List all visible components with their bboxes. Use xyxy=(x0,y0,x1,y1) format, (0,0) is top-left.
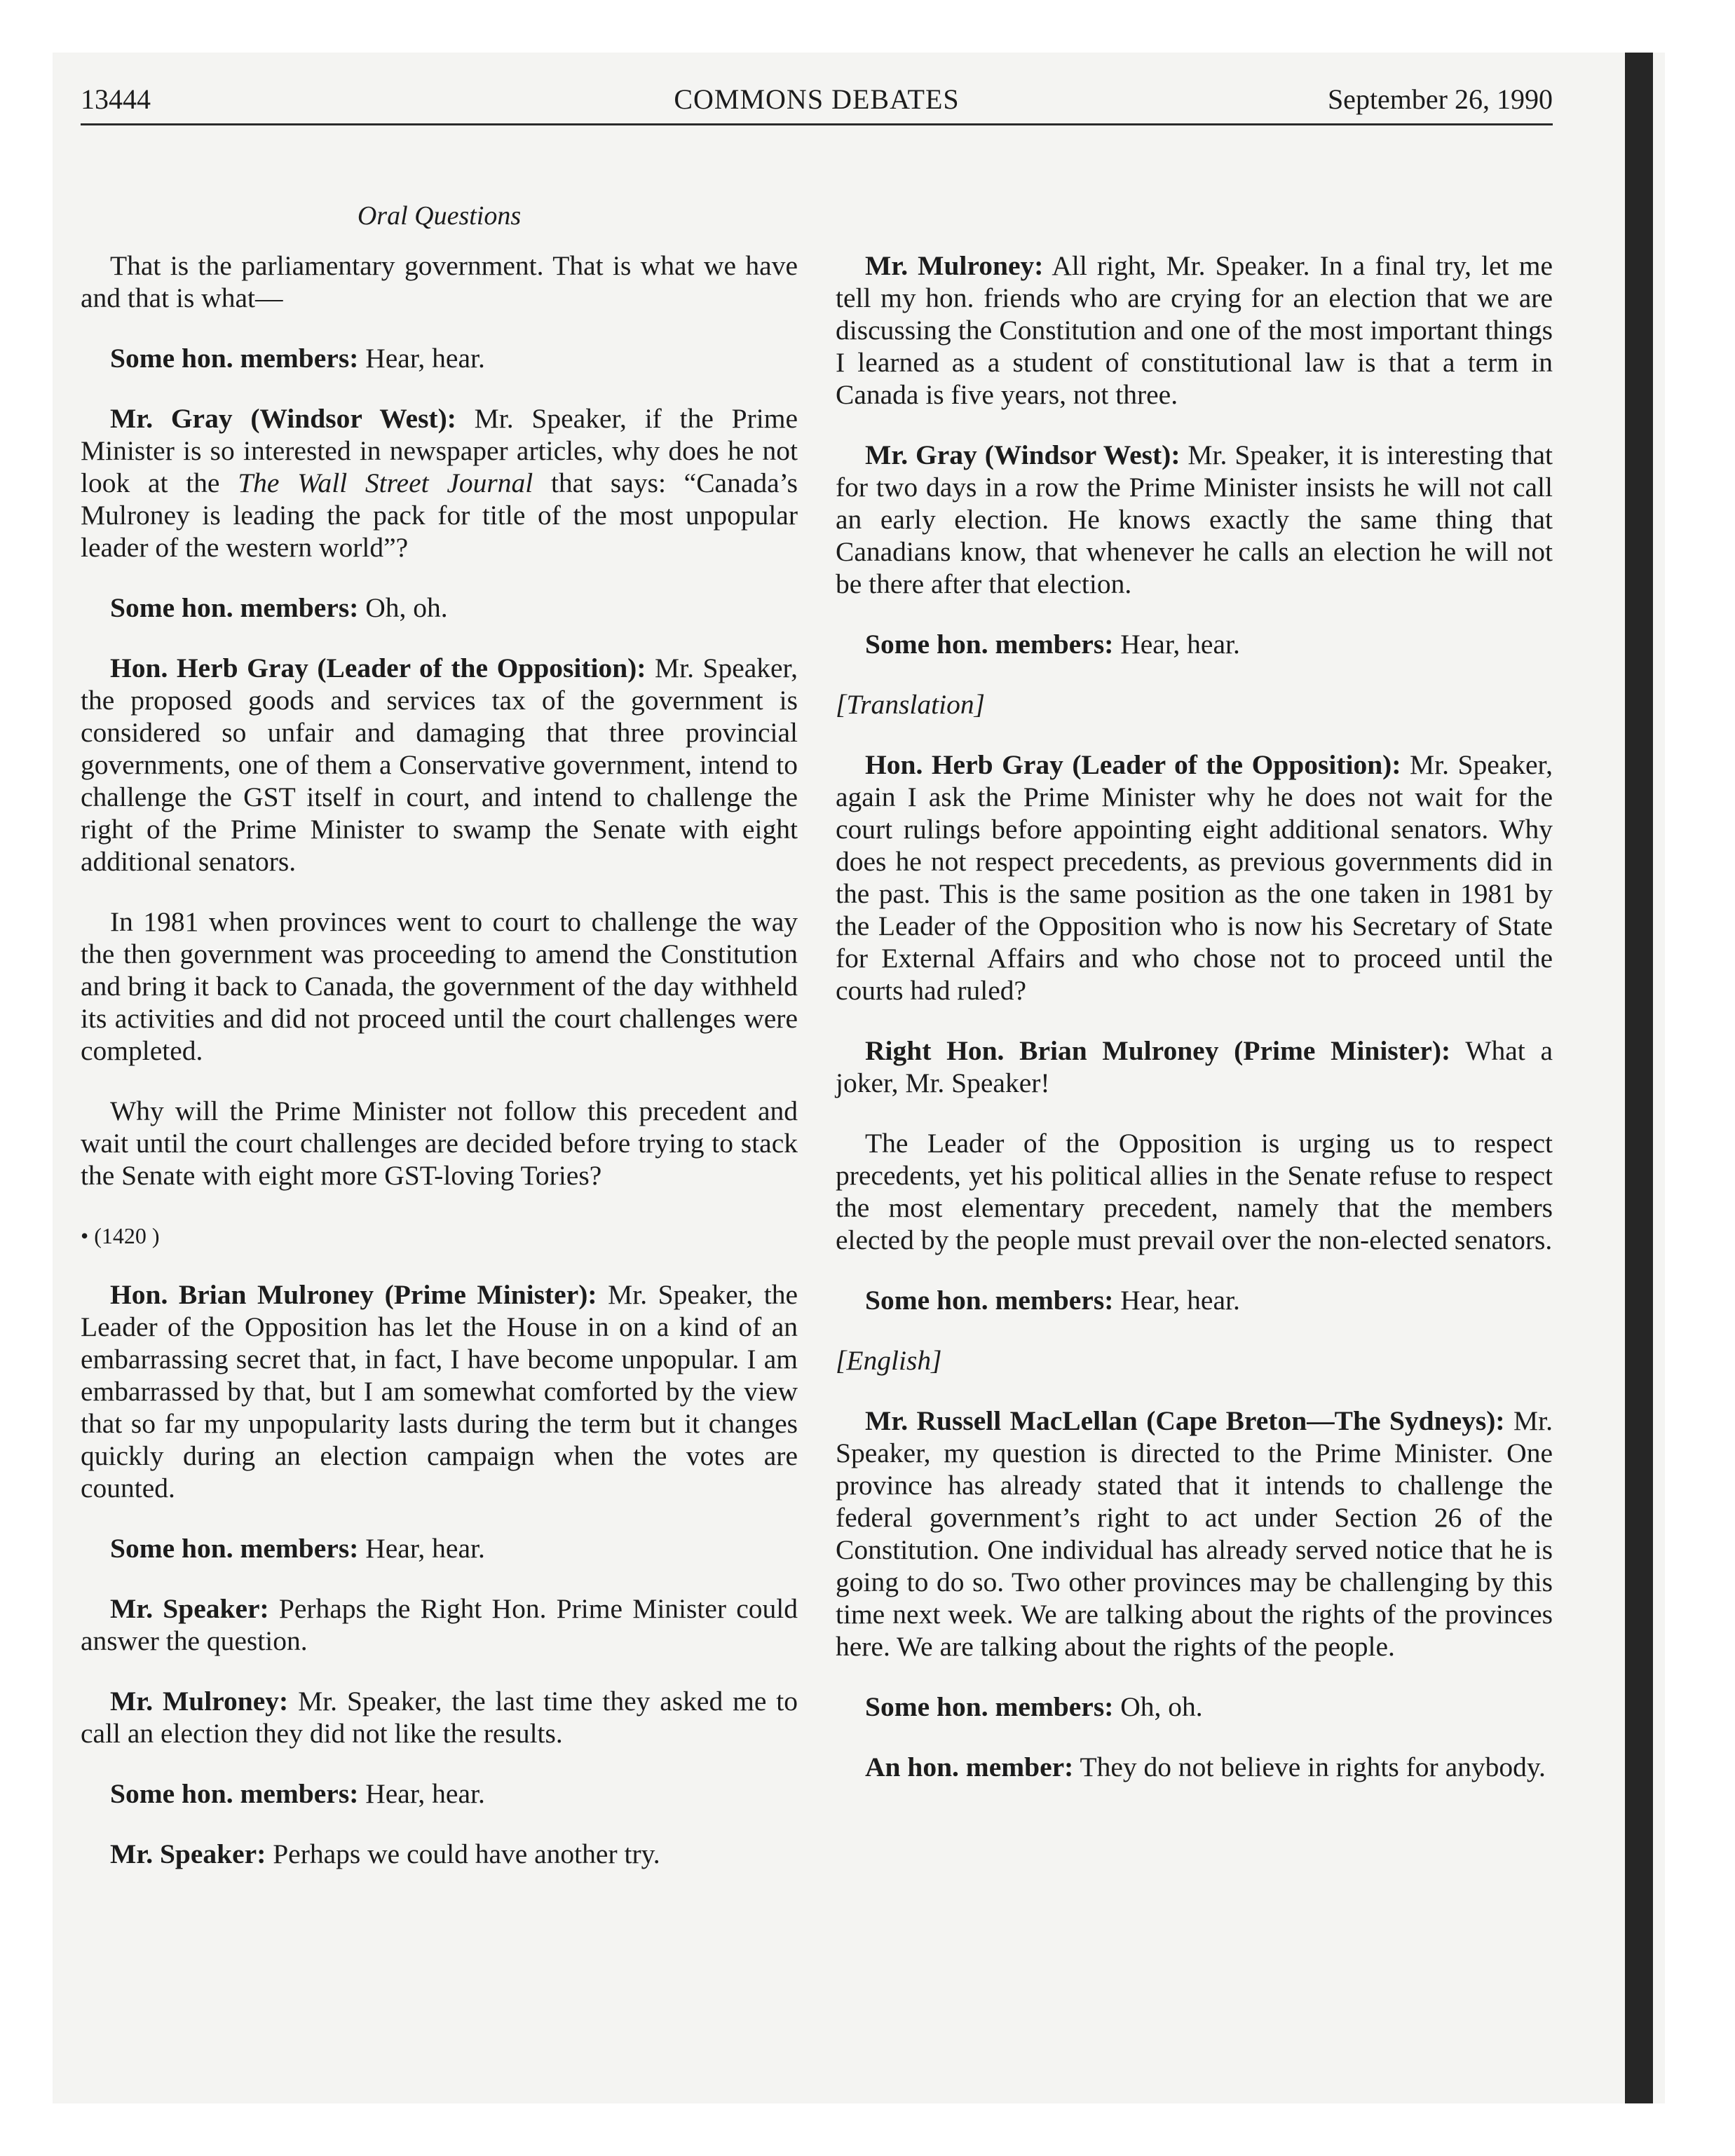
page-header xyxy=(81,77,1553,125)
speech-text: Mr. Speaker, it is interesting that for two days in a row the Prime Minister insists he will not call an early election. He knows exactly the same thing that Canadians know, that whenever he calls an election he will not be there after that election. xyxy=(836,439,1553,599)
speech-text: Oh, oh. xyxy=(1113,1691,1203,1722)
speech-text: Hear, hear. xyxy=(1113,629,1240,660)
speech xyxy=(836,1751,1553,1783)
publication-name: The Wall Street Journal xyxy=(238,468,533,498)
speech-text: Mr. Speaker, again I ask the Prime Minister why he does not wait for the court rulings before appointing eight additional senators. Why does he not respect precedents, as previous governments did in the past. This is the same position as the one taken in 1981 by the Leader of the Opposition who is now his Secretary of State for External Affairs and who chose not to proceed until the courts had ruled? xyxy=(836,749,1553,1006)
language-tag: [English] xyxy=(836,1345,942,1376)
page-number: 13444 xyxy=(81,83,151,115)
speech xyxy=(81,342,798,374)
speaker-name: Mr. Russell MacLellan (Cape Breton—The Sydneys): xyxy=(865,1405,1505,1436)
speech xyxy=(81,1838,798,1870)
speech xyxy=(836,628,1553,660)
speech xyxy=(836,1691,1553,1723)
speech-text: Perhaps the Right Hon. Prime Minister could answer the question. xyxy=(81,1593,798,1656)
speaker-name: Some hon. members: xyxy=(865,1691,1114,1722)
speaker-name: Hon. Herb Gray (Leader of the Opposition): xyxy=(110,653,646,683)
speaker-name: Some hon. members: xyxy=(110,1533,359,1564)
speech-text: Mr. Speaker, my question is directed to the Prime Minister. One province has already stated that it intends to challenge the federal government’s right to act under Section 26 of the Constitution. One individual has already served notice that he is going to do so. Two other provinces may be challenging by this time next week. We are talking about the rights of the provinces here. We are talking about the rights of the people. xyxy=(836,1405,1553,1662)
right-column xyxy=(836,250,1553,1811)
speech-text: Hear, hear. xyxy=(358,343,485,374)
speaker-name: Mr. Speaker: xyxy=(110,1838,266,1869)
speech xyxy=(81,402,798,564)
speech-text: that says: “Canada’s Mulroney is leading the pack for title of the most unpopular leader of the western world”? xyxy=(81,468,798,563)
speaker-name: Mr. Gray (Windsor West): xyxy=(110,403,456,434)
speech xyxy=(836,749,1553,1007)
language-tag: [Translation] xyxy=(836,689,985,720)
speaker-name: Some hon. members: xyxy=(865,1285,1114,1316)
section-title: Oral Questions xyxy=(357,201,522,231)
publication-date: September 26, 1990 xyxy=(1327,83,1553,115)
speech-text: Perhaps we could have another try. xyxy=(266,1838,660,1869)
speech xyxy=(81,592,798,624)
paragraph: The Leader of the Opposition is urging us to respect precedents, yet his political allies in the Senate refuse to respect the most elementary precedent, namely that the members elected by the people must prevail over the non-elected senators. xyxy=(836,1128,1553,1255)
speech xyxy=(81,1685,798,1749)
speech-text: They do not believe in rights for anybody. xyxy=(1073,1752,1546,1782)
speech xyxy=(836,1405,1553,1663)
speaker-name: Some hon. members: xyxy=(110,1778,359,1809)
speaker-name: Some hon. members: xyxy=(110,343,359,374)
speech xyxy=(836,439,1553,600)
speech-text: Hear, hear. xyxy=(358,1533,485,1564)
speech xyxy=(81,1778,798,1810)
speech-text: Mr. Speaker, the proposed goods and services tax of the government is considered so unfair and damaging that three provincial governments, one of them a Conservative government, intend to challenge the GST itself in court, and intend to challenge the right of the Prime Minister to swamp the Senate with eight additional senators. xyxy=(81,653,798,877)
time-marker: • (1420 ) xyxy=(81,1223,160,1248)
speaker-name: Some hon. members: xyxy=(110,592,359,623)
speech xyxy=(81,1278,798,1504)
speech xyxy=(81,1592,798,1657)
speech-text: Mr. Speaker, if the Prime Minister is so interested in newspaper articles, why does he not look at the xyxy=(81,403,798,498)
left-column xyxy=(81,250,798,1898)
speech-text: Oh, oh. xyxy=(358,592,448,623)
paragraph: That is the parliamentary government. That is what we have and that is what— xyxy=(81,250,798,313)
paragraph: In 1981 when provinces went to court to challenge the way the then government was proceeding to amend the Constitution and bring it back to Canada, the government of the day withheld its activities and did not proceed until the court challenges were completed. xyxy=(81,906,798,1066)
speech-text: Mr. Speaker, the Leader of the Opposition has let the House in on a kind of an embarrassing secret that, in fact, I have become unpopular. I am embarrassed by that, but I am somewhat comforted by the view that so far my unpopularity lasts during the term but it changes quickly during an election campaign when the votes are counted. xyxy=(81,1279,798,1503)
scan-edge-bar xyxy=(1625,53,1653,2103)
speech-text: Mr. Speaker, the last time they asked me to call an election they did not like the results. xyxy=(81,1686,798,1749)
speaker-name: Hon. Brian Mulroney (Prime Minister): xyxy=(110,1279,597,1310)
speech xyxy=(81,652,798,878)
speech xyxy=(836,250,1553,411)
speech xyxy=(836,1035,1553,1099)
speech-text: What a joker, Mr. Speaker! xyxy=(836,1035,1553,1098)
speaker-name: Right Hon. Brian Mulroney (Prime Minister): xyxy=(865,1035,1451,1066)
speech xyxy=(81,1532,798,1564)
publication-title: COMMONS DEBATES xyxy=(674,83,960,115)
speech-text: Hear, hear. xyxy=(358,1778,485,1809)
paragraph: Why will the Prime Minister not follow this precedent and wait until the court challenges are decided before trying to stack the Senate with eight more GST-loving Tories? xyxy=(81,1096,798,1191)
speaker-name: An hon. member: xyxy=(865,1752,1074,1782)
speaker-name: Some hon. members: xyxy=(865,629,1114,660)
speaker-name: Mr. Speaker: xyxy=(110,1593,269,1624)
speaker-name: Mr. Gray (Windsor West): xyxy=(865,439,1181,470)
speaker-name: Mr. Mulroney: xyxy=(110,1686,289,1717)
speaker-name: Mr. Mulroney: xyxy=(865,250,1044,281)
speech-text: All right, Mr. Speaker. In a final try, let me tell my hon. friends who are crying for an election that we are discussing the Constitution and one of the most important things I learned as a student of constitutional law is that a term in Canada is five years, not three. xyxy=(836,250,1553,410)
speaker-name: Hon. Herb Gray (Leader of the Opposition): xyxy=(865,749,1401,780)
speech xyxy=(836,1284,1553,1316)
speech-text: Hear, hear. xyxy=(1113,1285,1240,1316)
